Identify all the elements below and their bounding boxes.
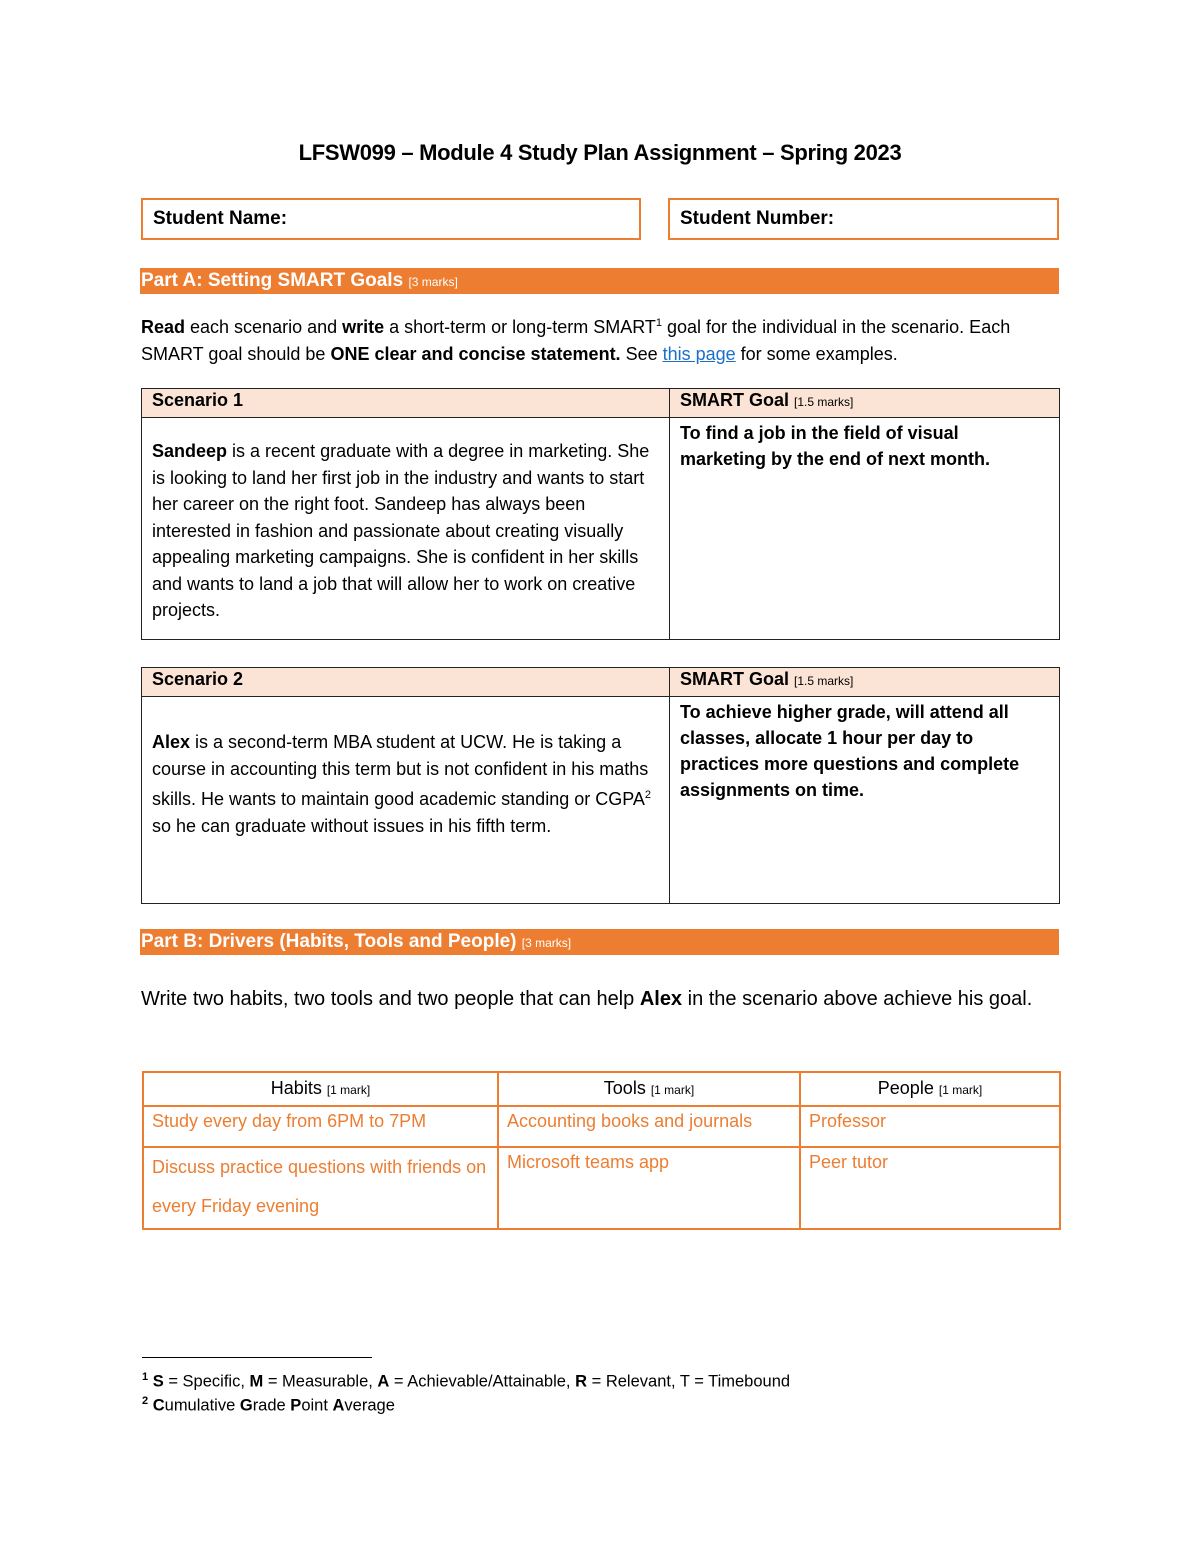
student-number-field[interactable] bbox=[668, 198, 1059, 240]
scenario-2-header: Scenario 2 bbox=[142, 668, 670, 697]
student-number-label: Student Number: bbox=[680, 208, 835, 229]
smart-goal-2-header: SMART Goal [1.5 marks] bbox=[670, 668, 1060, 697]
tool-cell: Accounting books and journals bbox=[498, 1106, 800, 1147]
scenario-1-text: Sandeep is a recent graduate with a degree in marketing. She is looking to land her first job in the industry and wants to start her career on the right foot. Sandeep has always been interested in fashion and passionate about creating visually appealing marketing campaigns. She is confident in her skills and wants to land a job that will allow her to work on creative projects. bbox=[142, 418, 670, 640]
people-header: People [1 mark] bbox=[800, 1072, 1060, 1106]
part-a-heading: Part A: Setting SMART Goals [3 marks] bbox=[140, 268, 1059, 294]
scenario-2-table bbox=[141, 667, 1060, 904]
person-cell: Peer tutor bbox=[800, 1147, 1060, 1229]
habit-cell: Study every day from 6PM to 7PM bbox=[143, 1106, 498, 1147]
smart-goal-1-header: SMART Goal [1.5 marks] bbox=[670, 389, 1060, 418]
scenario-1-table bbox=[141, 388, 1060, 640]
page-title: LFSW099 – Module 4 Study Plan Assignment – Spring 2023 bbox=[298, 140, 902, 165]
scenario-1-header: Scenario 1 bbox=[142, 389, 670, 418]
person-cell: Professor bbox=[800, 1106, 1060, 1147]
footnote-divider bbox=[142, 1357, 372, 1358]
footnote-1: $^1$ S = Specific, M = Measurable, A = Achievable/Attainable, R = Relevant, T = Timebound bbox=[142, 1371, 791, 1391]
part-b-heading: Part B: Drivers (Habits, Tools and People) [3 marks] bbox=[140, 929, 1059, 955]
scenario-2-text: Alex is a second-term MBA student at UCW. He is taking a course in accounting this term but is not confident in his maths skills. He wants to maintain good academic standing or CGPA$^2$ so he can graduate without issues in his fifth term. bbox=[142, 697, 670, 904]
student-name-field[interactable] bbox=[141, 198, 641, 240]
habits-header: Habits [1 mark] bbox=[143, 1072, 498, 1106]
tool-cell: Microsoft teams app bbox=[498, 1147, 800, 1229]
part-b-instructions: Write two habits, two tools and two people that can help Alex in the scenario above achieve his goal. bbox=[141, 988, 1033, 1010]
smart-goal-1-answer: To find a job in the field of visual marketing by the end of next month. bbox=[670, 418, 1060, 640]
smart-goal-2-answer: To achieve higher grade, will attend all classes, allocate 1 hour per day to practices more questions and complete assignments on time. bbox=[670, 697, 1060, 904]
examples-link[interactable]: this page bbox=[662, 344, 736, 364]
footnote-2: $^2$ Cumulative Grade Point Average bbox=[142, 1395, 395, 1415]
tools-header: Tools [1 mark] bbox=[498, 1072, 800, 1106]
part-a-instructions: Read each scenario and write a short-term or long-term SMART$^1$ goal for the individual in the scenario. Each SMART goal should be ONE clear and concise statement. See this page for some examples. bbox=[141, 317, 1011, 364]
student-name-label: Student Name: bbox=[153, 208, 288, 229]
drivers-table bbox=[142, 1071, 1061, 1230]
habit-cell: Discuss practice questions with friends on every Friday evening bbox=[143, 1147, 498, 1229]
